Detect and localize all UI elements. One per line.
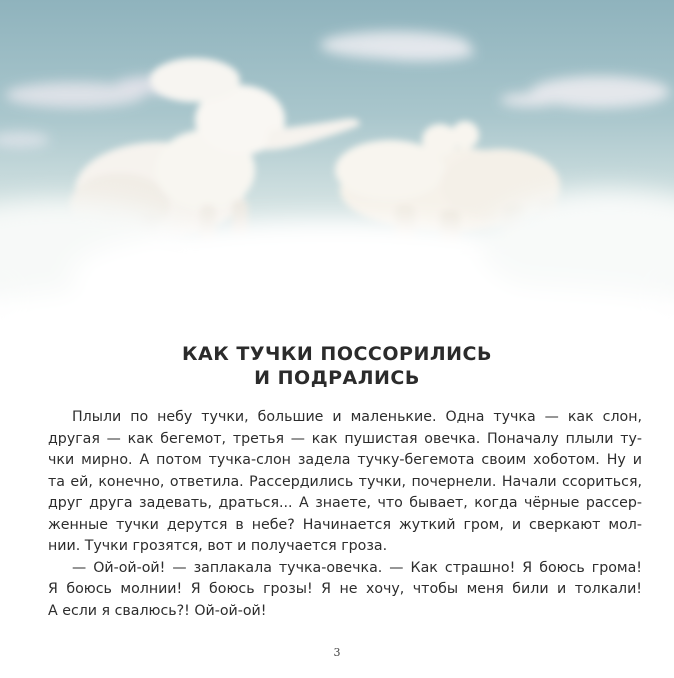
story-text [48,407,642,622]
story-title-line-1: КАК ТУЧКИ ПОССОРИЛИСЬ [182,343,492,365]
story-line: чки мирно. А потом тучка-слон задела тучку-бегемота своим хоботом. Ну и [48,452,642,468]
story-line: А если я свалюсь?! Ой-ой-ой! [48,602,267,619]
story-line: Плыли по небу тучки, большие и маленькие. Одна тучка — как слон, [72,409,642,425]
story-line: нии. Тучки грозятся, вот и получается гроза. [48,538,388,554]
story-line: — Ой-ой-ой! — заплакала тучка-овечка. — Как страшно! Я боюсь грома! [72,559,642,576]
story-line: женные тучки дерутся в небе? Начинается жуткий гром, и сверкают мол- [48,516,642,533]
page-number: 3 [333,646,341,659]
story-title [0,342,674,390]
story-line: та ей, конечно, ответила. Рассердились тучки, почернели. Начали ссориться, [48,473,642,490]
story-line: друг друга задевать, драться... А знаете, что бывает, когда чёрные рассер- [48,495,642,511]
story-title-line-2: И ПОДРАЛИСЬ [254,367,420,389]
story-line: другая — как бегемот, третья — как пушистая овечка. Поначалу плыли ту- [48,430,642,447]
cloud-illustration [0,0,674,330]
sky-clouds-picture [0,0,674,330]
story-line: Я боюсь молнии! Я боюсь грозы! Я не хочу, чтобы меня били и толкали! [48,581,642,597]
